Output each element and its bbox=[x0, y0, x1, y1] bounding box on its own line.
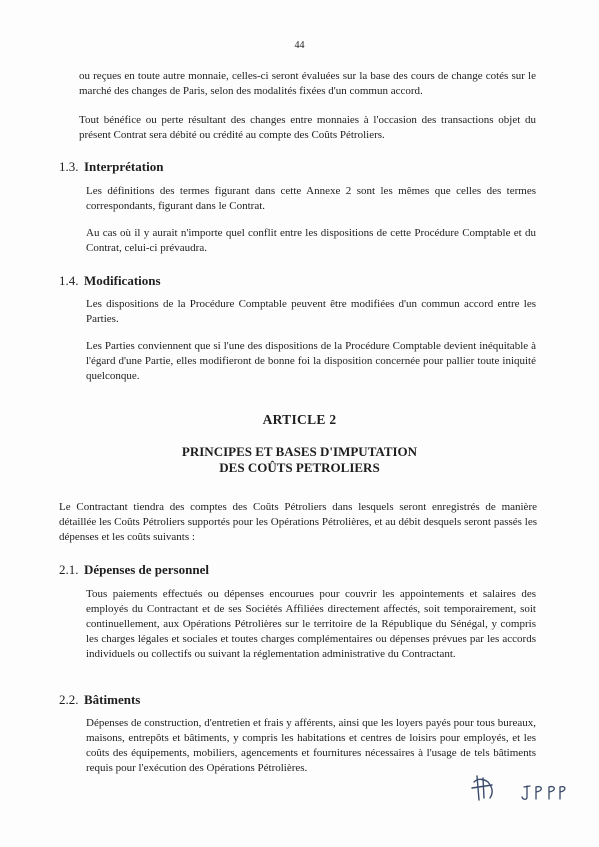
section-1-3-paragraph-1: Les définitions des termes figurant dans cette Annexe 2 sont les mêmes que celles des termes correspondants, figurant dans le Contrat. bbox=[86, 185, 536, 212]
article-intro-paragraph: Le Contractant tiendra des comptes des Coûts Pétroliers dans lesquels seront enregistrés de manière détaillée les Coûts Pétroliers supportés pour les Opérations Pétrolières, et au débit desquels seront passés les dépenses et les coûts suivants : bbox=[59, 501, 537, 543]
section-1-4-heading bbox=[59, 273, 161, 289]
section-2-2-paragraph: Dépenses de construction, d'entretien et frais y afférents, ainsi que les loyers payés pour tous bureaux, maisons, entrepôts et bâtiments, y compris les habitations et centres de loisirs pour employés, et les coûts des équipements, mobiliers, agencements et fournitures nécessaires à l'usage de tels bâtiments requis pour l'exécution des Opérations Pétrolières. bbox=[86, 717, 536, 774]
section-2-2-title: Bâtiments bbox=[84, 692, 141, 707]
article-heading: ARTICLE 2 bbox=[262, 412, 337, 427]
section-1-4-paragraph-1: Les dispositions de la Procédure Comptable peuvent être modifiées d'un commun accord entre les Parties. bbox=[86, 298, 536, 325]
article-title-line-1: PRINCIPES ET BASES D'IMPUTATION bbox=[181, 444, 418, 459]
handwritten-initials-jpp bbox=[520, 782, 568, 804]
article-title-line-2: DES COÛTS PETROLIERS bbox=[219, 460, 380, 475]
section-2-2-number: 2.2. bbox=[59, 692, 79, 707]
handwritten-initials-left bbox=[468, 772, 504, 804]
section-1-4-paragraph-2: Les Parties conviennent que si l'une des dispositions de la Procédure Comptable devient inéquitable à l'égard d'une Partie, elles modifieront de bonne foi la disposition concernée pour pallier toute iniquité quelconque. bbox=[86, 340, 536, 382]
section-1-3-number: 1.3. bbox=[59, 159, 79, 174]
section-1-3-title: Interprétation bbox=[84, 159, 164, 174]
section-2-1-paragraph: Tous paiements effectués ou dépenses encourues pour couvrir les appointements et salaires des employés du Contractant et de ses Sociétés Affiliées directement affectés, soit temporairement, soit continuellement, aux Opérations Pétrolières sur le territoire de la République du Sénégal, y compris les charges légales et sociales et toutes charges complémentaires ou dépenses prévues par les accords individuels ou collectifs ou suivant la réglementation administrative du Contractant. bbox=[86, 588, 536, 660]
section-2-1-heading bbox=[59, 562, 209, 578]
intro-paragraph-1: ou reçues en toute autre monnaie, celles-ci seront évaluées sur la base des cours de change cotés sur le marché des changes de Paris, selon des modalités fixées d'un commun accord. bbox=[79, 70, 536, 97]
section-2-1-title: Dépenses de personnel bbox=[84, 562, 209, 577]
page-number: 44 bbox=[294, 40, 305, 51]
section-1-3-paragraph-2: Au cas où il y aurait n'importe quel conflit entre les dispositions de cette Procédure Comptable et du Contrat, celui-ci prévaudra. bbox=[86, 227, 536, 254]
section-2-1-number: 2.1. bbox=[59, 562, 79, 577]
section-2-2-heading bbox=[59, 692, 140, 708]
section-1-4-title: Modifications bbox=[84, 273, 161, 288]
section-1-4-number: 1.4. bbox=[59, 273, 79, 288]
section-1-3-heading bbox=[59, 159, 163, 175]
intro-paragraph-2: Tout bénéfice ou perte résultant des changes entre monnaies à l'occasion des transactions objet du présent Contrat sera débité ou crédité au compte des Coûts Pétroliers. bbox=[79, 114, 536, 141]
